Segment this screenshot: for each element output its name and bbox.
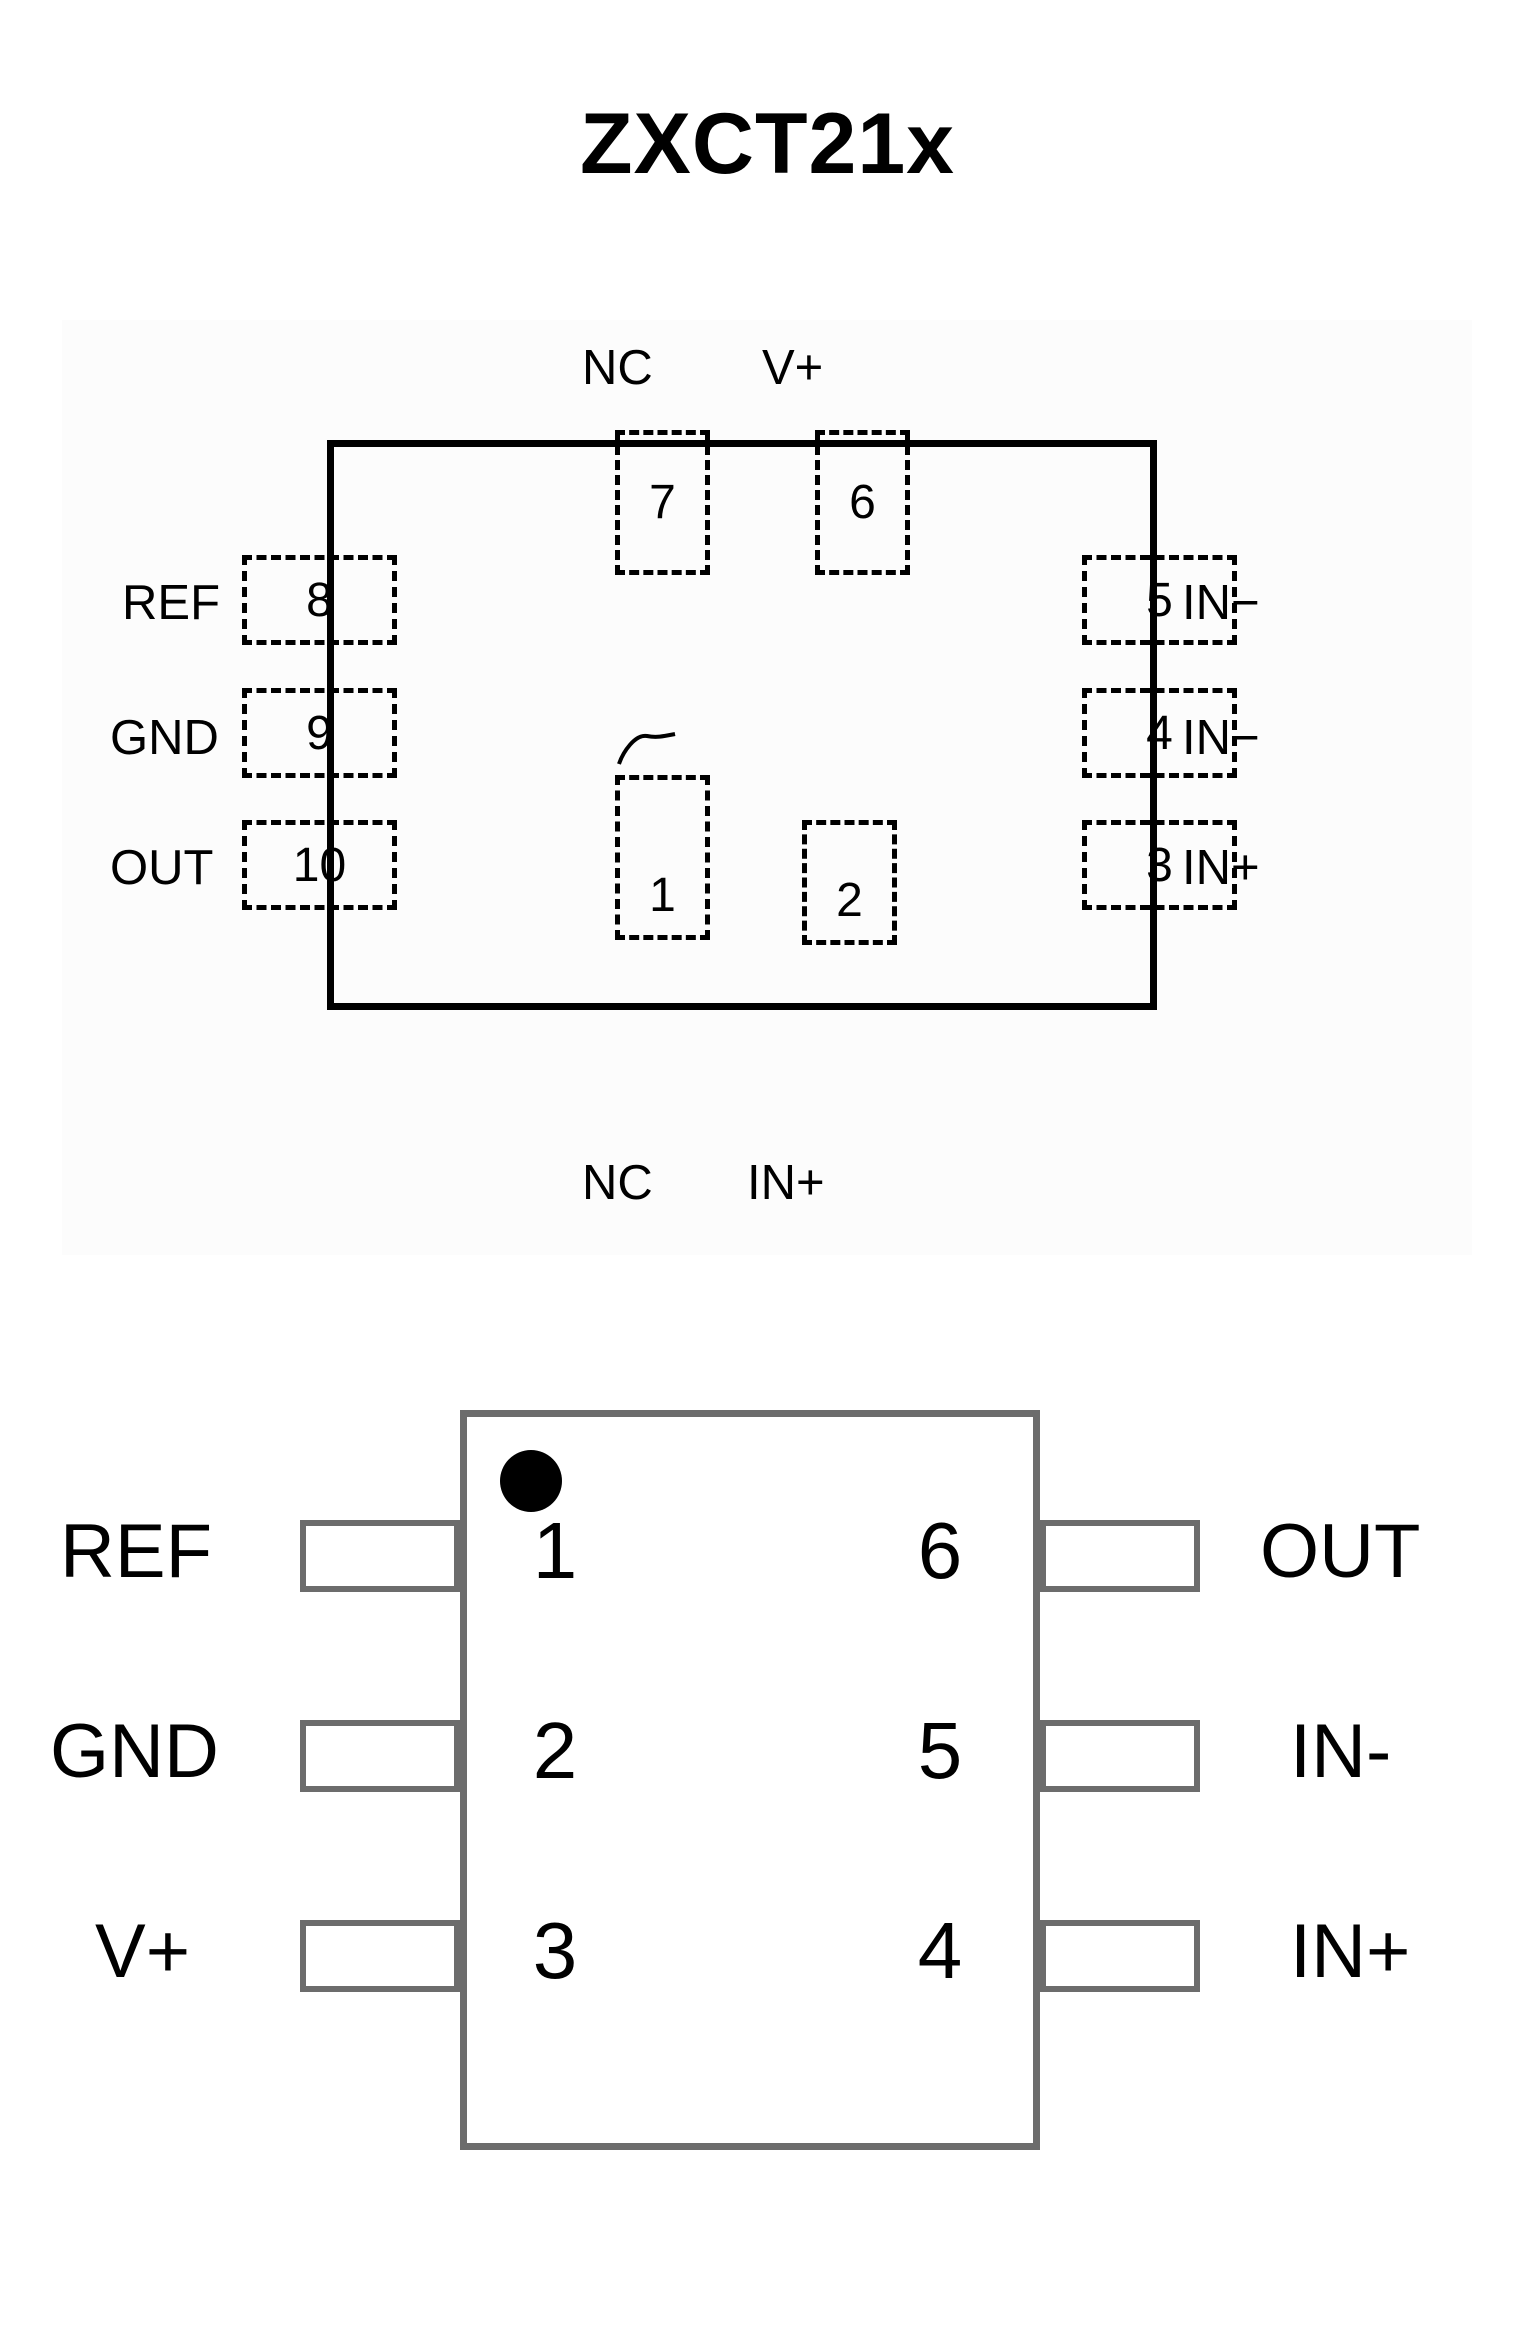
qfn-pin-4-label: IN− (1182, 711, 1260, 765)
qfn-pin-5-label: IN− (1182, 576, 1260, 630)
qfn-pad-7: 7 (615, 430, 710, 575)
sot23-pin-2-label: GND (50, 1709, 219, 1794)
qfn-pin-8-label: REF (122, 576, 220, 630)
sot23-lead-4 (1040, 1920, 1200, 1992)
qfn-pin-7-label: NC (582, 341, 653, 395)
sot23-lead-1 (300, 1520, 460, 1592)
sot23-pin-6-number: 6 (917, 1506, 963, 1595)
sot23-pin-4-label: IN+ (1290, 1909, 1411, 1994)
qfn-pad-4: 4 (1082, 688, 1237, 778)
sot23-pin-3-number: 3 (532, 1906, 578, 1995)
qfn-body-outline (327, 440, 1157, 1010)
qfn-pin-1-label: NC (582, 1156, 653, 1210)
qfn-pad-5: 5 (1082, 555, 1237, 645)
qfn-pin-3-label: IN+ (1182, 841, 1260, 895)
qfn-pad-10: 10 (242, 820, 397, 910)
sot23-lead-2 (300, 1720, 460, 1792)
qfn-pin-9-label: GND (110, 711, 219, 765)
sot23-lead-5 (1040, 1720, 1200, 1792)
qfn-pin-6-label: V+ (762, 341, 824, 395)
sot23-pin-6-label: OUT (1260, 1509, 1421, 1594)
pin1-notch-icon (617, 730, 677, 770)
sot23-pin-3-label: V+ (95, 1909, 191, 1994)
qfn-package-diagram (62, 320, 1472, 1255)
sot23-package-diagram (0, 1340, 1535, 2340)
sot23-lead-3 (300, 1920, 460, 1992)
qfn-pad-9: 9 (242, 688, 397, 778)
page-title: ZXCT21x (579, 96, 956, 192)
sot23-pin-4-number: 4 (917, 1906, 963, 1995)
qfn-pad-2: 2 (802, 820, 897, 945)
sot23-lead-6 (1040, 1520, 1200, 1592)
qfn-pad-1: 1 (615, 775, 710, 940)
sot23-pin-2-number: 2 (532, 1706, 578, 1795)
sot23-pin-5-label: IN- (1290, 1709, 1392, 1794)
qfn-pin-2-label: IN+ (747, 1156, 825, 1210)
sot23-pin-5-number: 5 (917, 1706, 963, 1795)
qfn-pad-6: 6 (815, 430, 910, 575)
pin1-dot-icon (500, 1450, 562, 1512)
sot23-pin-1-number: 1 (532, 1506, 578, 1595)
qfn-pad-3: 3 (1082, 820, 1237, 910)
qfn-pad-8: 8 (242, 555, 397, 645)
sot23-pin-1-label: REF (60, 1509, 212, 1594)
qfn-pin-10-label: OUT (110, 841, 214, 895)
